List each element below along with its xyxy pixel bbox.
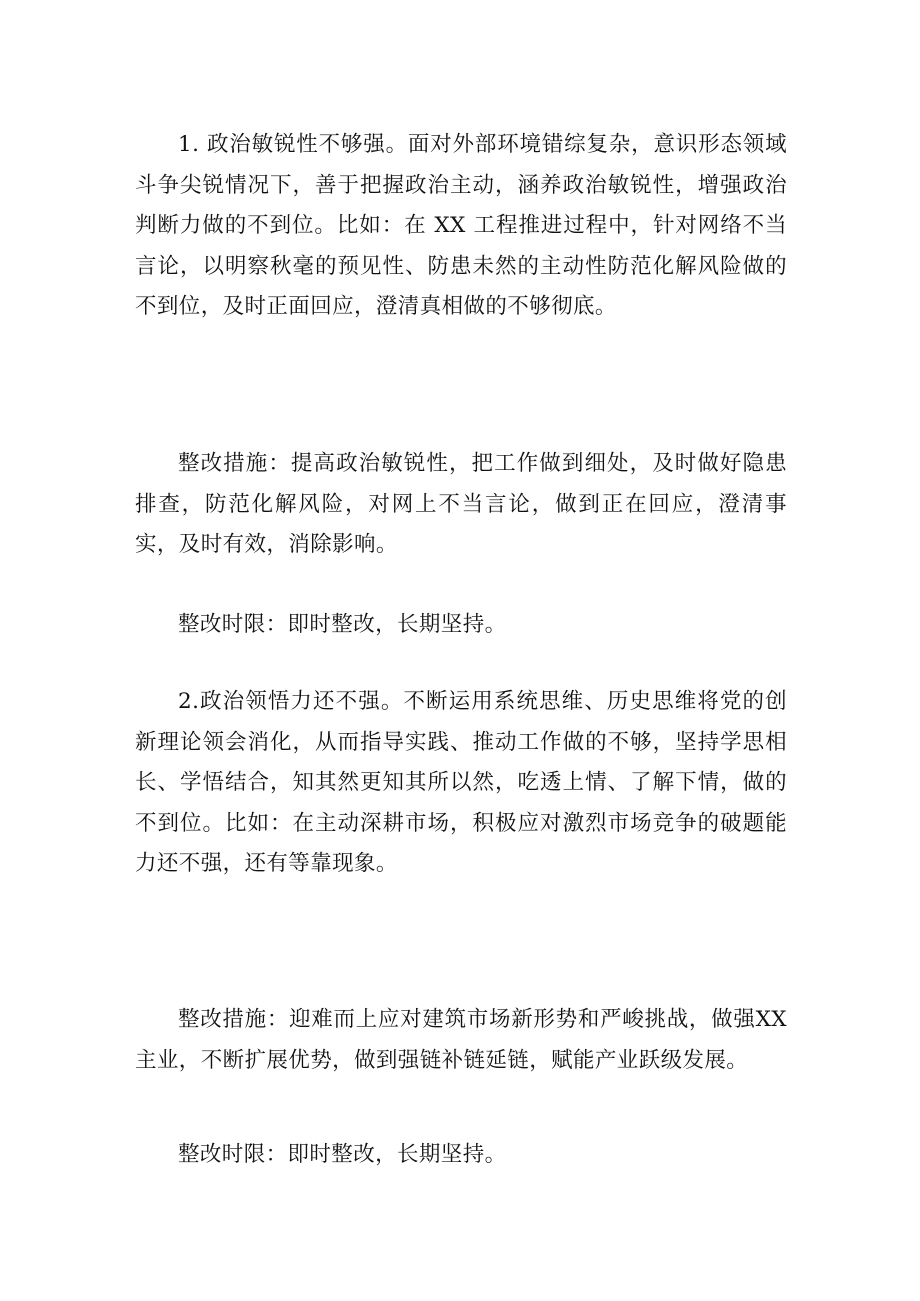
paragraph-issue-1: 1. 政治敏锐性不够强。面对外部环境错综复杂，意识形态领域斗争尖锐情况下，善于把握政治主动，涵养政治敏锐性，增强政治判断力做的不到位。比如：在 XX 工程推进过程中，针对网络不当言论，以明察秋毫的预见性、防患未然的主动性防范化解风险做的不到位，及时正面回应，澄清真相做的不够彻底。 <box>135 132 787 319</box>
paragraph-measures-2: 整改措施：迎难而上应对建筑市场新形势和严峻挑战，做强XX 主业，不断扩展优势，做到强链补链延链，赋能产业跃级发展。 <box>135 1007 787 1073</box>
paragraph-issue-2: 2.政治领悟力还不强。不断运用系统思维、历史思维将党的创新理论领会消化，从而指导实践、推动工作做的不够，坚持学思相长、学悟结合，知其然更知其所以然，吃透上情、了解下情，做的不到位。比如：在主动深耕市场，积极应对激烈市场竞争的破题能力还不强，还有等靠现象。 <box>135 689 787 876</box>
paragraph-measures-1: 整改措施：提高政治敏锐性，把工作做到细处，及时做好隐患排查，防范化解风险，对网上不当言论，做到正在回应，澄清事实，及时有效，消除影响。 <box>135 451 787 557</box>
paragraph-deadline-2: 整改时限：即时整改，长期坚持。 <box>178 1142 507 1167</box>
paragraph-deadline-1: 整改时限：即时整改，长期坚持。 <box>178 612 507 637</box>
